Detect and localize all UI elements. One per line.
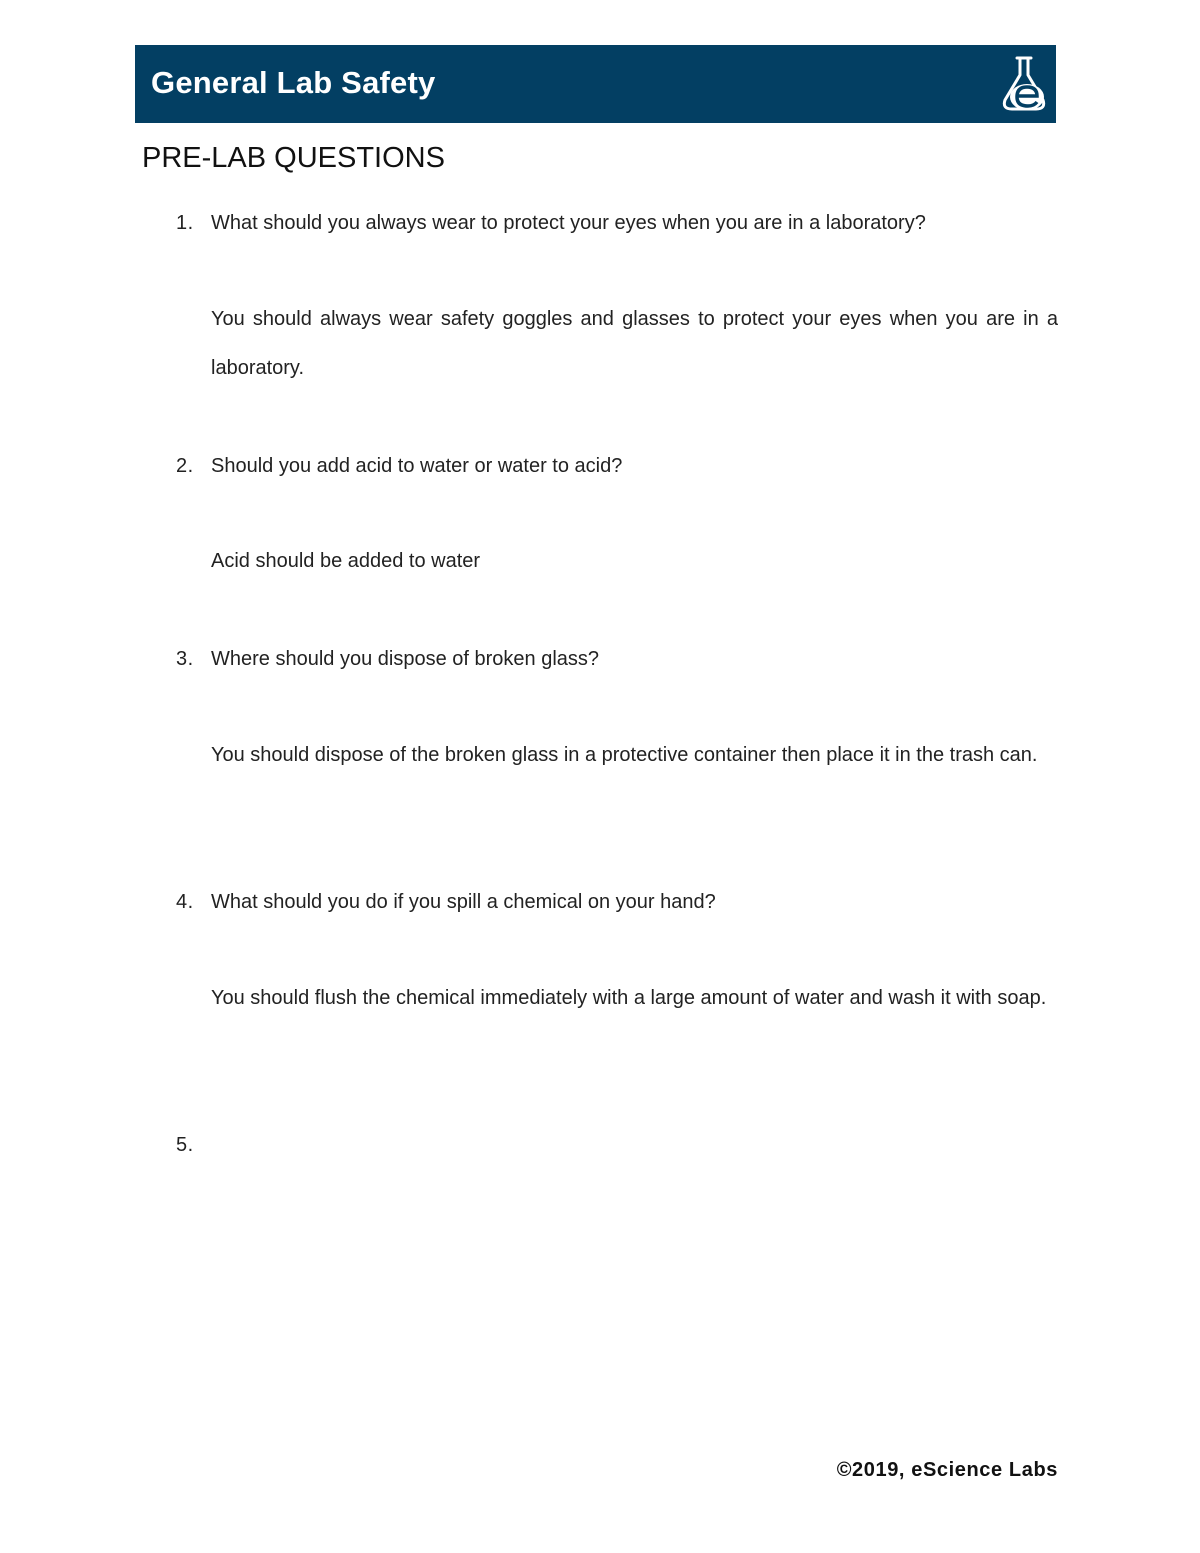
question-number-1: 1. bbox=[176, 212, 194, 234]
section-heading: PRE-LAB QUESTIONS bbox=[142, 142, 445, 174]
question-1: What should you always wear to protect your eyes when you are in a laboratory? bbox=[211, 212, 926, 234]
answer-2: Acid should be added to water bbox=[211, 550, 481, 572]
document-title: General Lab Safety bbox=[151, 65, 436, 100]
answer-3: You should dispose of the broken glass in a protective container then place it in the trash can. bbox=[211, 744, 1038, 766]
question-number-5: 5. bbox=[176, 1134, 194, 1156]
header-banner bbox=[135, 45, 1056, 123]
question-2: Should you add acid to water or water to acid? bbox=[211, 455, 623, 477]
question-number-3: 3. bbox=[176, 648, 194, 670]
answer-4: You should flush the chemical immediately with a large amount of water and wash it with soap. bbox=[211, 987, 1047, 1009]
flask-e-logo-icon bbox=[1000, 53, 1048, 115]
question-4: What should you do if you spill a chemical on your hand? bbox=[211, 891, 716, 913]
question-number-4: 4. bbox=[176, 891, 194, 913]
question-number-2: 2. bbox=[176, 455, 194, 477]
answer-1: You should always wear safety goggles and glasses to protect your eyes when you are in a laboratory. bbox=[211, 308, 1058, 379]
question-3: Where should you dispose of broken glass? bbox=[211, 648, 600, 670]
copyright-footer: ©2019, eScience Labs bbox=[836, 1459, 1058, 1481]
